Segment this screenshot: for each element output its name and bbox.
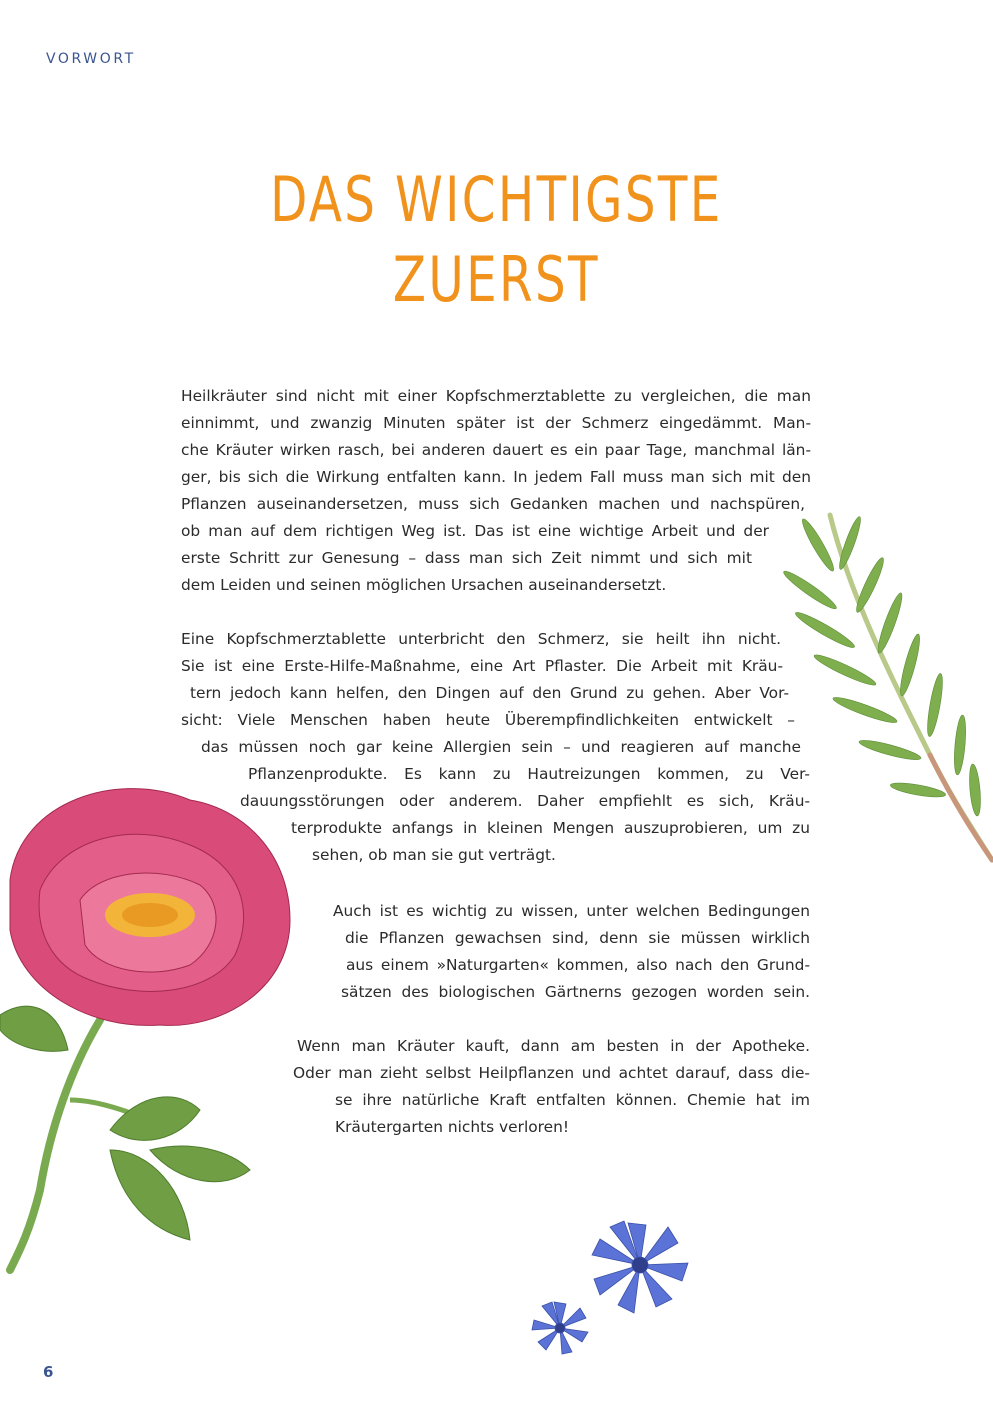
page-title-line-2: ZUERST <box>392 242 600 316</box>
page-title <box>109 160 884 320</box>
text-line: Eine Kopfschmerztablette unterbricht den Schmerz, sie heilt ihn nicht. <box>181 630 781 648</box>
text-line: sehen, ob man sie gut verträgt. <box>312 846 556 864</box>
text-line: sätzen des biologischen Gärtnerns gezogen worden sein. <box>341 983 810 1001</box>
text-line: Kräutergarten nichts verloren! <box>335 1118 570 1136</box>
text-line: Wenn man Kräuter kauft, dann am besten in der Apotheke. <box>297 1037 810 1055</box>
text-line: ob man auf dem richtigen Weg ist. Das ist eine wichtige Arbeit und der <box>181 522 769 540</box>
text-line: einnimmt, und zwanzig Minuten später ist der Schmerz eingedämmt. Man- <box>181 414 811 432</box>
body-paragraph-2 <box>0 626 993 869</box>
cornflower-illustration <box>525 1220 700 1370</box>
page-title-line-1: DAS WICHTIGSTE <box>270 162 723 236</box>
text-line: che Kräuter wirken rasch, bei anderen dauert es ein paar Tage, manchmal län- <box>181 441 811 459</box>
text-line: Oder man zieht selbst Heilpflanzen und achtet darauf, dass die- <box>293 1064 810 1082</box>
text-line: Auch ist es wichtig zu wissen, unter welchen Bedingungen <box>333 902 810 920</box>
text-line: tern jedoch kann helfen, den Dingen auf den Grund zu gehen. Aber Vor- <box>190 684 789 702</box>
text-line: terprodukte anfangs in kleinen Mengen auszuprobieren, um zu <box>291 819 810 837</box>
text-line: ger, bis sich die Wirkung entfalten kann. In jedem Fall muss man sich mit den <box>181 468 811 486</box>
text-line: Heilkräuter sind nicht mit einer Kopfschmerztablette zu vergleichen, die man <box>181 387 811 405</box>
text-line: sicht: Viele Menschen haben heute Überempfindlichkeiten entwickelt – <box>181 711 795 729</box>
text-line: das müssen noch gar keine Allergien sein – und reagieren auf manche <box>201 738 801 756</box>
text-line: dem Leiden und seinen möglichen Ursachen auseinandersetzt. <box>181 576 667 594</box>
body-paragraph-4 <box>0 1033 993 1141</box>
text-line: die Pflanzen gewachsen sind, denn sie müssen wirklich <box>345 929 810 947</box>
text-line: aus einem »Naturgarten« kommen, also nach den Grund- <box>346 956 810 974</box>
text-line: dauungsstörungen oder anderem. Daher empfiehlt es sich, Kräu- <box>240 792 810 810</box>
text-line: Sie ist eine Erste-Hilfe-Maßnahme, eine Art Pflaster. Die Arbeit mit Kräu- <box>181 657 783 675</box>
text-line: Pflanzen auseinandersetzen, muss sich Gedanken machen und nachspüren, <box>181 495 805 513</box>
text-line: se ihre natürliche Kraft entfalten können. Chemie hat im <box>335 1091 810 1109</box>
page-number: 6 <box>43 1363 54 1381</box>
text-line: Pflanzenprodukte. Es kann zu Hautreizungen kommen, zu Ver- <box>248 765 810 783</box>
section-label: VORWORT <box>46 51 136 67</box>
body-paragraph-3 <box>0 898 993 1006</box>
text-line: erste Schritt zur Genesung – dass man sich Zeit nimmt und sich mit <box>181 549 752 567</box>
body-paragraph-1 <box>181 383 811 599</box>
